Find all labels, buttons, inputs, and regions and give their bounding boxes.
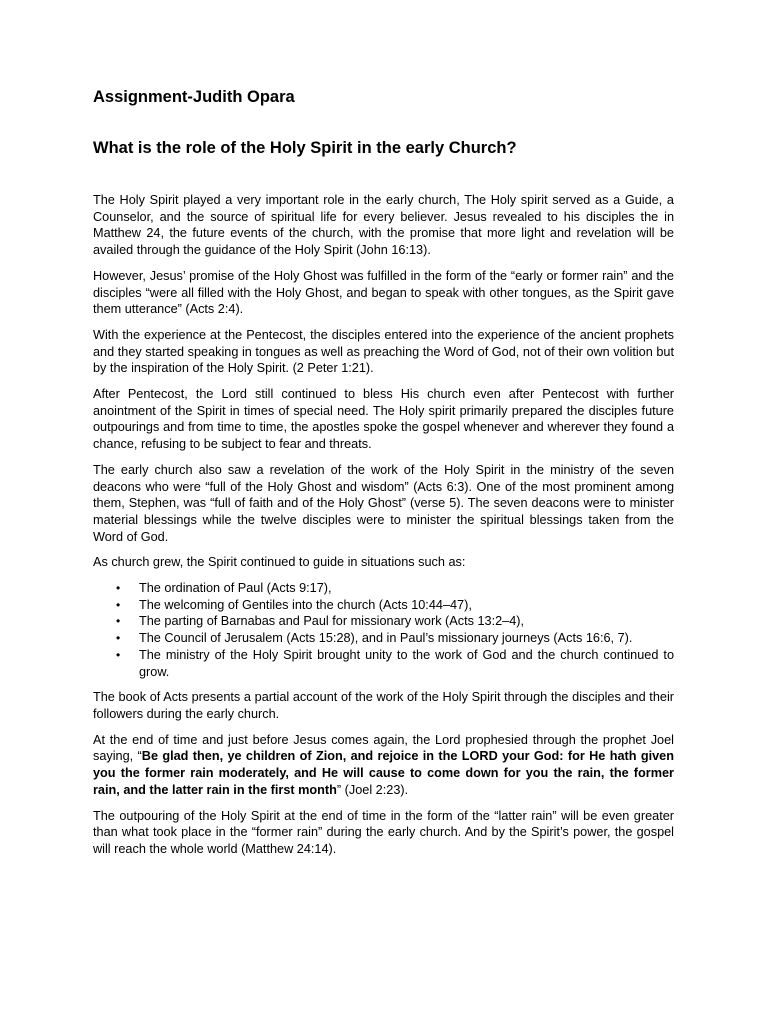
joel-quote-text: Be glad then, ye children of Zion, and rejoice in the LORD your God: for He hath given you the former rain moderately, and He will cause to come down for you the rain, the former rain, and the latter rain in the first month — [93, 749, 674, 797]
list-item — [93, 597, 674, 614]
paragraph-intro: The Holy Spirit played a very important role in the early church, The Holy spirit served as a Guide, a Counselor, and the source of spiritual life for every believer. Jesus revealed to his disciples the in Matthew 24, the future events of the church, with the promise that more light and revelation will be availed through the guidance of the Holy Spirit (John 16:13). — [93, 193, 674, 258]
list-item-text: The ordination of Paul (Acts 9:17), — [139, 581, 332, 596]
bullet-list — [93, 580, 674, 680]
document-body — [93, 192, 674, 858]
list-item — [93, 647, 674, 680]
question-heading: What is the role of the Holy Spirit in the early Church? — [93, 139, 517, 157]
paragraph-deacons: The early church also saw a revelation of the work of the Holy Spirit in the ministry of the seven deacons who were “full of the Holy Ghost and wisdom” (Acts 6:3). One of the most prominent among them, Stephen, was “full of faith and of the Holy Ghost” (verse 5). The seven deacons were to minister material blessings while the twelve disciples were to minister the spiritual blessings taken from the Word of God. — [93, 462, 674, 544]
paragraph-after-pentecost: After Pentecost, the Lord still continued to bless His church even after Pentecost with further anointment of the Spirit in times of special need. The Holy spirit primarily prepared the disciples future outpourings and from time to time, the apostles spoke the gospel whenever and wherever they found a chance, refusing to be subject to fear and threats. — [93, 387, 674, 452]
bullet-icon: • — [116, 614, 121, 629]
bullet-icon: • — [116, 647, 121, 662]
paragraph-pentecost: With the experience at the Pentecost, the disciples entered into the experience of the ancient prophets and they started speaking in tongues as well as preaching the Word of God, not of their own volition but by the inspiration of the Holy Spirit. (2 Peter 1:21). — [93, 327, 674, 376]
list-item-text: The Council of Jerusalem (Acts 15:28), and in Paul’s missionary journeys (Acts 16:6, 7). — [139, 631, 633, 646]
paragraph-joel-prophecy — [93, 732, 674, 799]
paragraph-closing: The outpouring of the Holy Spirit at the end of time in the form of the “latter rain” will be even greater than what took place in the “former rain” during the early church. And by the Spirit’s power, the gospel will reach the whole world (Matthew 24:14). — [93, 808, 674, 856]
bullet-icon: • — [116, 631, 121, 646]
bullet-icon: • — [116, 597, 121, 612]
list-item — [93, 630, 674, 647]
list-item — [93, 613, 674, 630]
list-item-text: The welcoming of Gentiles into the church (Acts 10:44–47), — [139, 597, 472, 612]
list-item — [93, 580, 674, 597]
joel-intro-text: At the end of time and just before Jesus comes again, the Lord prophesied through the prophet Joel saying, “ — [93, 732, 674, 764]
list-item-text: The parting of Barnabas and Paul for missionary work (Acts 13:2–4), — [139, 614, 525, 629]
paragraph-church-grew: As church grew, the Spirit continued to guide in situations such as: — [93, 555, 466, 570]
document-content — [93, 86, 674, 867]
joel-reference-text: ” (Joel 2:23). — [336, 782, 409, 797]
paragraph-promise: However, Jesus’ promise of the Holy Ghost was fulfilled in the form of the “early or former rain” and the disciples “were all filled with the Holy Ghost, and began to speak with other tongues, as the Spirit gave them utterance” (Acts 2:4). — [93, 268, 674, 317]
list-item-text: The ministry of the Holy Spirit brought unity to the work of God and the church continued to grow. — [139, 647, 674, 679]
paragraph-book-of-acts: The book of Acts presents a partial account of the work of the Holy Spirit through the disciples and their followers during the early church. — [93, 690, 674, 721]
bullet-icon: • — [116, 581, 121, 596]
document-title: Assignment-Judith Opara — [93, 88, 295, 106]
